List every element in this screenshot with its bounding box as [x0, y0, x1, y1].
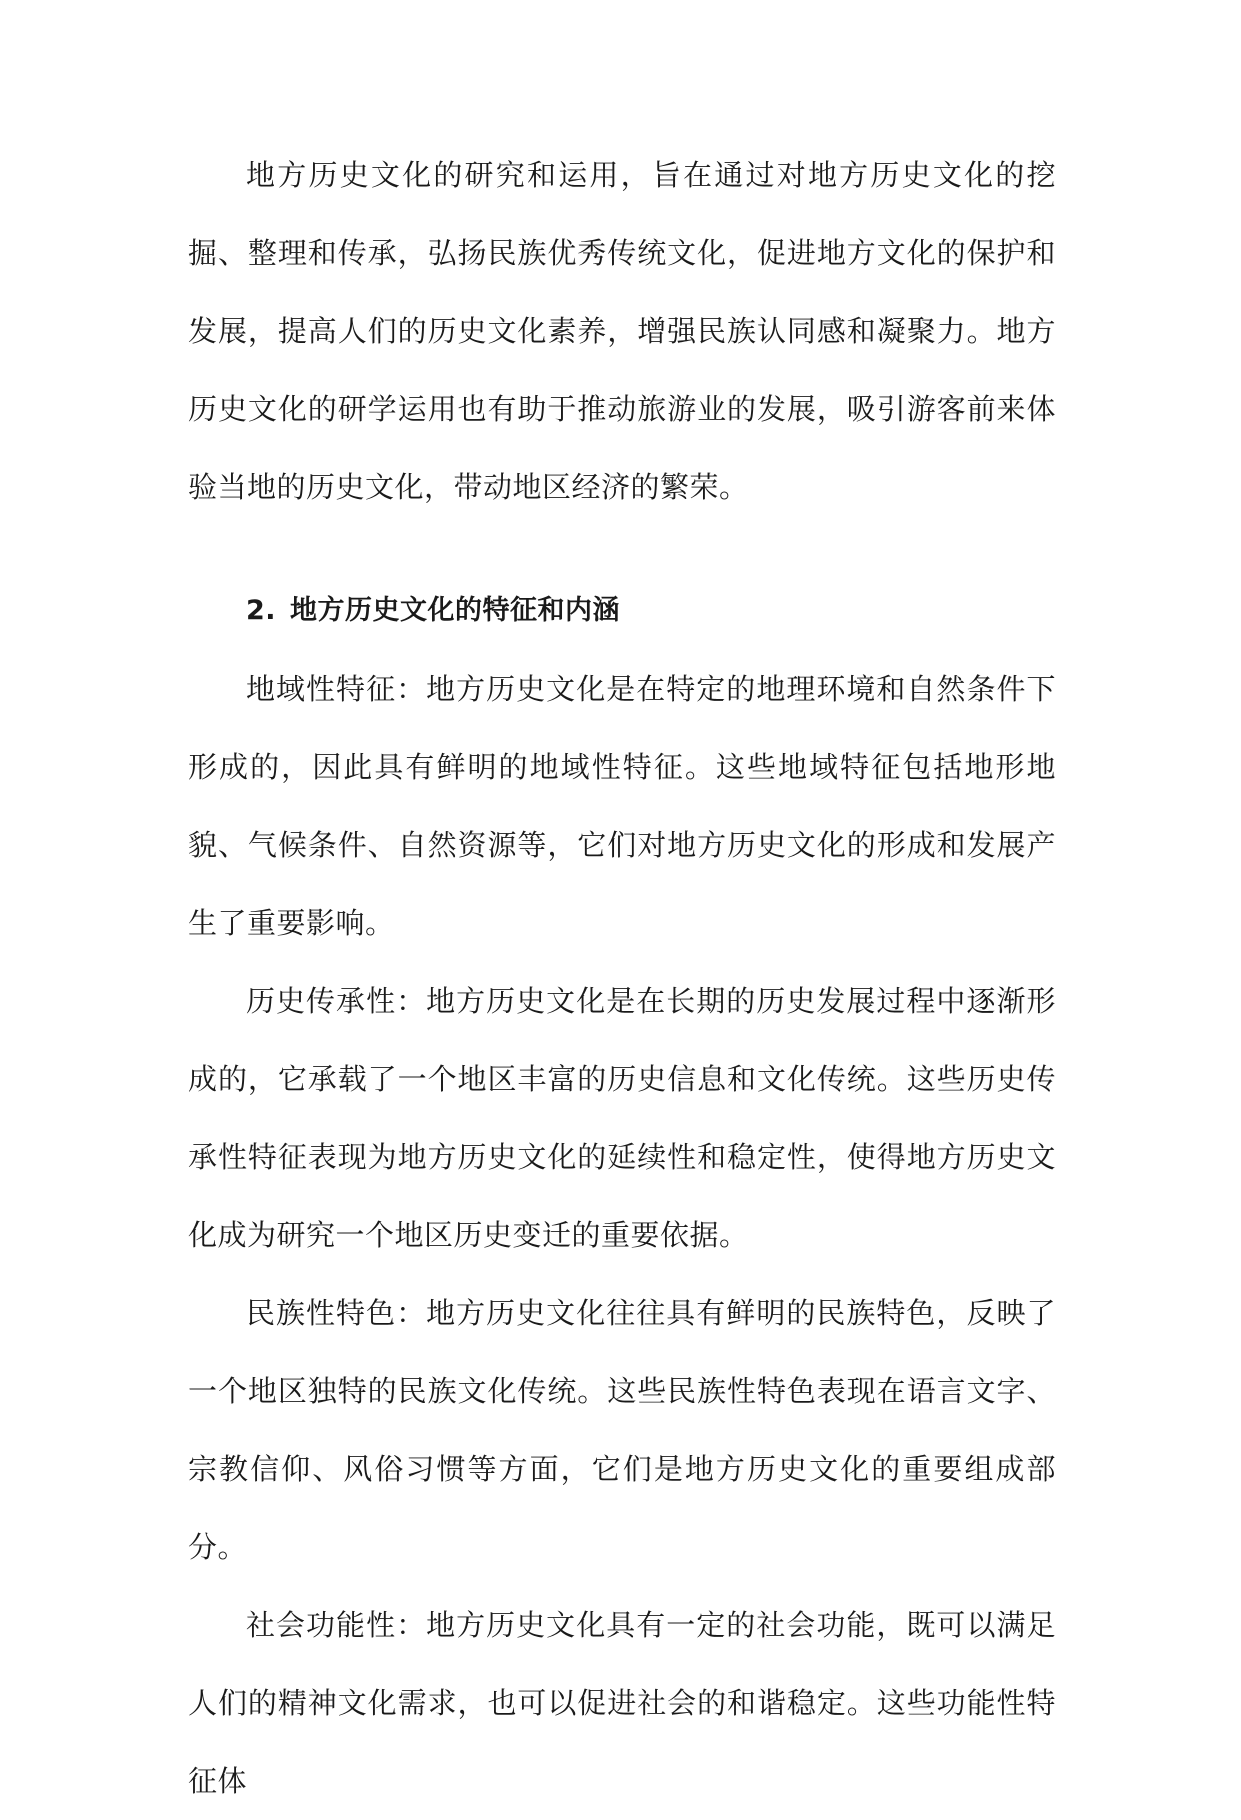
document-body — [188, 136, 1056, 1820]
intro-paragraph: 地方历史文化的研究和运用，旨在通过对地方历史文化的挖掘、整理和传承，弘扬民族优秀传统文化，促进地方文化的保护和发展，提高人们的历史文化素养，增强民族认同感和凝聚力。地方历史文化的研学运用也有助于推动旅游业的发展，吸引游客前来体验当地的历史文化，带动地区经济的繁荣。 — [188, 158, 1056, 504]
paragraph-social: 社会功能性：地方历史文化具有一定的社会功能，既可以满足人们的精神文化需求，也可以促进社会的和谐稳定。这些功能性特征体 — [188, 1608, 1056, 1798]
section-heading — [188, 572, 1056, 650]
paragraph-historical: 历史传承性：地方历史文化是在长期的历史发展过程中逐渐形成的，它承载了一个地区丰富的历史信息和文化传统。这些历史传承性特征表现为地方历史文化的延续性和稳定性，使得地方历史文化成为研究一个地区历史变迁的重要依据。 — [188, 984, 1056, 1252]
section-number: 2. — [246, 595, 277, 626]
paragraph-ethnic: 民族性特色：地方历史文化往往具有鲜明的民族特色，反映了一个地区独特的民族文化传统。这些民族性特色表现在语言文字、宗教信仰、风俗习惯等方面，它们是地方历史文化的重要组成部分。 — [188, 1296, 1056, 1564]
paragraph-regional: 地域性特征：地方历史文化是在特定的地理环境和自然条件下形成的，因此具有鲜明的地域性特征。这些地域特征包括地形地貌、气候条件、自然资源等，它们对地方历史文化的形成和发展产生了重要影响。 — [188, 672, 1056, 940]
section-title: 地方历史文化的特征和内涵 — [290, 595, 621, 626]
